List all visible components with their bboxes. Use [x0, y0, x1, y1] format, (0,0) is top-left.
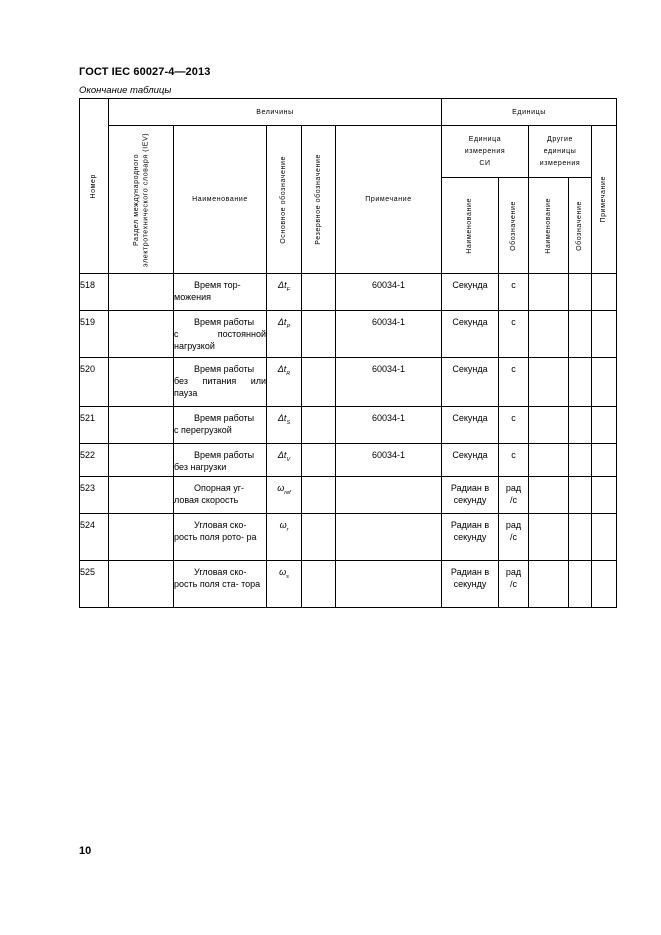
header-other-name-label: Наименование: [544, 197, 552, 254]
row-si-unit-symbol: [499, 407, 529, 444]
table-row: [80, 477, 617, 514]
row-main-symbol-base: Δt: [277, 450, 287, 460]
row-si-unit-name-line1: Секунда: [452, 317, 488, 327]
header-si-unit-line1: Единица: [468, 135, 502, 143]
row-note: 60034-1: [336, 407, 442, 444]
row-si-unit-symbol-line1: рад: [505, 520, 522, 530]
row-si-unit-symbol: [499, 477, 529, 514]
row-si-unit-name-line1: Секунда: [452, 364, 488, 374]
row-main-symbol-subscript: F: [286, 286, 290, 293]
row-si-unit-symbol: [499, 274, 529, 311]
row-main-symbol: [267, 407, 302, 444]
row-quantity-name-rest: с постоянной нагрузкой: [174, 329, 266, 351]
table-row: [80, 407, 617, 444]
row-quantity-name-rest: можения: [174, 292, 211, 302]
header-quantities: Величины: [109, 99, 442, 126]
row-iev-section: [109, 407, 174, 444]
row-si-unit-symbol-line1: с: [511, 280, 516, 290]
table-row: [80, 274, 617, 311]
row-si-unit-symbol-line1: с: [511, 364, 516, 374]
row-other-unit-symbol: [569, 311, 592, 358]
header-units-note-label: Примечание: [600, 176, 608, 223]
row-main-symbol-base: Δt: [277, 317, 287, 327]
row-quantity-name: [174, 477, 267, 514]
row-reserve-symbol: [302, 477, 336, 514]
row-si-unit-name: [442, 274, 499, 311]
row-iev-section: [109, 358, 174, 407]
row-si-unit-name: [442, 311, 499, 358]
row-quantity-name: [174, 561, 267, 608]
row-reserve-symbol: [302, 561, 336, 608]
table-row: [80, 561, 617, 608]
row-other-unit-name: [529, 358, 569, 407]
row-main-symbol-subscript: s: [286, 573, 289, 580]
row-main-symbol-subscript: P: [286, 323, 291, 330]
row-si-unit-symbol: [499, 514, 529, 561]
row-number: 520: [80, 358, 109, 407]
row-si-unit-symbol-line1: с: [511, 413, 516, 423]
row-number: 518: [80, 274, 109, 311]
row-quantity-name-first-line: Время работы: [194, 364, 255, 374]
header-other-units-line3: измерения: [539, 159, 581, 167]
row-number: 525: [80, 561, 109, 608]
row-main-symbol-subscript: S: [286, 419, 291, 426]
row-iev-section: [109, 311, 174, 358]
row-quantity-name-first-line: Время работы: [194, 450, 255, 460]
row-quantity-name-first-line: Опорная уг-: [194, 483, 245, 493]
page-number: 10: [79, 845, 92, 857]
row-si-unit-name: [442, 358, 499, 407]
row-units-note: [592, 561, 617, 608]
row-main-symbol-base: Δt: [278, 280, 287, 290]
row-quantity-name: [174, 358, 267, 407]
row-other-unit-symbol: [569, 477, 592, 514]
row-quantity-name-first-line: Время работы: [194, 317, 255, 327]
row-main-symbol-base: Δt: [277, 364, 287, 374]
row-main-symbol-subscript: V: [286, 456, 291, 463]
row-units-note: [592, 274, 617, 311]
row-si-unit-symbol: [499, 358, 529, 407]
row-other-unit-name: [529, 311, 569, 358]
header-note: Примечание: [336, 126, 442, 274]
row-other-unit-name: [529, 407, 569, 444]
header-si-unit-line3: СИ: [479, 159, 491, 167]
row-quantity-name-first-line: Угловая ско-: [194, 567, 247, 577]
row-quantity-name: [174, 407, 267, 444]
row-iev-section: [109, 274, 174, 311]
header-si-unit-line2: измерения: [464, 147, 506, 155]
row-si-unit-name-line2: секунду: [453, 532, 487, 542]
row-main-symbol-base: ω: [279, 520, 287, 530]
row-main-symbol: [267, 561, 302, 608]
row-other-unit-symbol: [569, 444, 592, 477]
row-iev-section: [109, 444, 174, 477]
row-si-unit-name: [442, 407, 499, 444]
row-si-unit-name: [442, 514, 499, 561]
row-other-unit-symbol: [569, 561, 592, 608]
row-main-symbol: [267, 444, 302, 477]
row-units-note: [592, 477, 617, 514]
row-note: [336, 561, 442, 608]
table-row: [80, 514, 617, 561]
row-other-unit-name: [529, 561, 569, 608]
row-other-unit-symbol: [569, 274, 592, 311]
row-si-unit-name: [442, 561, 499, 608]
row-si-unit-name-line1: Секунда: [452, 280, 488, 290]
row-main-symbol-base: Δt: [277, 413, 287, 423]
row-reserve-symbol: [302, 514, 336, 561]
row-other-unit-name: [529, 477, 569, 514]
row-main-symbol-base: ω: [277, 483, 285, 493]
row-reserve-symbol: [302, 358, 336, 407]
header-units-note: [592, 126, 617, 274]
row-quantity-name: [174, 514, 267, 561]
row-number: 519: [80, 311, 109, 358]
row-main-symbol: [267, 477, 302, 514]
header-main-symbol: [267, 126, 302, 274]
row-si-unit-name: [442, 477, 499, 514]
row-iev-section: [109, 561, 174, 608]
row-note: [336, 514, 442, 561]
row-quantity-name-rest: ловая скорость: [174, 495, 239, 505]
row-other-unit-symbol: [569, 514, 592, 561]
row-reserve-symbol: [302, 274, 336, 311]
row-si-unit-name-line1: Секунда: [452, 413, 488, 423]
header-other-units-line2: единицы: [543, 147, 577, 155]
row-number: 521: [80, 407, 109, 444]
row-quantity-name: [174, 311, 267, 358]
row-iev-section: [109, 477, 174, 514]
row-si-unit-symbol-line1: с: [511, 317, 516, 327]
header-number-label: Номер: [90, 173, 98, 199]
row-other-unit-symbol: [569, 358, 592, 407]
row-main-symbol: [267, 514, 302, 561]
row-quantity-name-first-line: Угловая ско-: [194, 520, 247, 530]
row-main-symbol-subscript: ref: [284, 489, 291, 496]
header-other-name: [529, 178, 569, 274]
row-units-note: [592, 358, 617, 407]
row-note: [336, 477, 442, 514]
row-main-symbol: [267, 358, 302, 407]
row-reserve-symbol: [302, 311, 336, 358]
row-quantity-name-rest: без питания или пауза: [174, 376, 266, 398]
row-si-unit-name-line2: секунду: [453, 495, 487, 505]
row-si-unit-name-line1: Секунда: [452, 450, 488, 460]
row-si-unit-symbol-line2: /с: [509, 495, 517, 505]
header-si-unit: [442, 126, 529, 178]
row-main-symbol-subscript: r: [286, 526, 289, 533]
header-other-units-line1: Другие: [546, 135, 573, 143]
header-number: [80, 99, 109, 274]
row-note: 60034-1: [336, 358, 442, 407]
row-quantity-name: [174, 444, 267, 477]
table-body: [80, 274, 617, 608]
header-si-name: [442, 178, 499, 274]
row-other-unit-name: [529, 444, 569, 477]
header-reserve-symbol-label: Резервное обозначение: [314, 154, 322, 245]
header-main-symbol-label: Основное обозначение: [280, 155, 288, 244]
row-main-symbol-base: ω: [279, 567, 287, 577]
row-si-unit-symbol: [499, 311, 529, 358]
header-iev-section-label: Раздел международного электротехнического словаря (IEV): [132, 132, 149, 267]
row-quantity-name-rest: без нагрузки: [174, 462, 227, 472]
row-si-unit-symbol: [499, 561, 529, 608]
row-si-unit-symbol-line2: /с: [509, 579, 517, 589]
row-main-symbol-subscript: R: [286, 370, 291, 377]
row-units-note: [592, 311, 617, 358]
row-quantity-name-rest: с перегрузкой: [174, 425, 232, 435]
table-row: [80, 358, 617, 407]
header-si-name-label: Наименование: [466, 197, 474, 254]
header-name: Наименование: [174, 126, 267, 274]
row-quantity-name-first-line: Время тор-: [194, 280, 241, 290]
header-reserve-symbol: [302, 126, 336, 274]
row-number: 522: [80, 444, 109, 477]
row-quantity-name-rest: рость поля ста- тора: [174, 579, 261, 589]
table-row: [80, 311, 617, 358]
row-number: 524: [80, 514, 109, 561]
row-si-unit-name-line1: Радиан в: [450, 483, 490, 493]
header-units: Единицы: [442, 99, 617, 126]
row-quantity-name-rest: рость поля рото- ра: [174, 532, 257, 542]
row-si-unit-symbol-line1: с: [511, 450, 516, 460]
row-si-unit-name-line2: секунду: [453, 579, 487, 589]
row-other-unit-name: [529, 514, 569, 561]
header-iev-section: [109, 126, 174, 274]
header-other-units: [529, 126, 592, 178]
row-quantity-name: [174, 274, 267, 311]
row-units-note: [592, 444, 617, 477]
row-si-unit-symbol-line1: рад: [505, 483, 522, 493]
row-other-unit-name: [529, 274, 569, 311]
table-continuation-caption: Окончание таблицы: [79, 85, 172, 96]
row-si-unit-name: [442, 444, 499, 477]
row-units-note: [592, 514, 617, 561]
row-reserve-symbol: [302, 407, 336, 444]
row-si-unit-name-line1: Радиан в: [450, 520, 490, 530]
row-si-unit-symbol-line2: /с: [509, 532, 517, 542]
header-si-symbol-label: Обозначение: [509, 200, 517, 251]
row-main-symbol: [267, 274, 302, 311]
header-other-symbol: [569, 178, 592, 274]
row-si-unit-symbol-line1: рад: [505, 567, 522, 577]
row-reserve-symbol: [302, 444, 336, 477]
row-si-unit-symbol: [499, 444, 529, 477]
row-note: 60034-1: [336, 274, 442, 311]
row-si-unit-name-line1: Радиан в: [450, 567, 490, 577]
row-quantity-name-first-line: Время работы: [194, 413, 255, 423]
row-iev-section: [109, 514, 174, 561]
row-note: 60034-1: [336, 444, 442, 477]
row-units-note: [592, 407, 617, 444]
quantities-table: [79, 98, 617, 608]
row-main-symbol: [267, 311, 302, 358]
document-title: ГОСТ IEC 60027-4—2013: [79, 66, 211, 78]
table-row: [80, 444, 617, 477]
row-other-unit-symbol: [569, 407, 592, 444]
header-other-symbol-label: Обозначение: [576, 200, 584, 251]
row-number: 523: [80, 477, 109, 514]
header-si-symbol: [499, 178, 529, 274]
row-note: 60034-1: [336, 311, 442, 358]
